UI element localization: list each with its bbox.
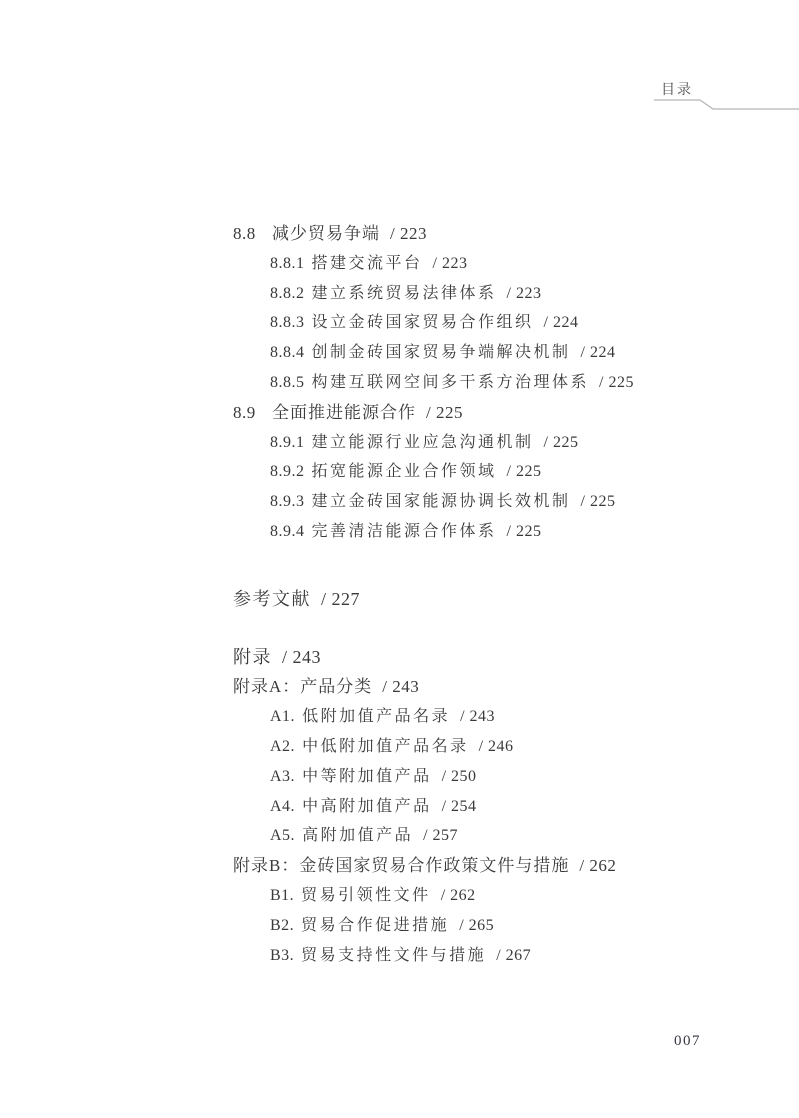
toc-entry-page: / 224 bbox=[543, 314, 579, 332]
toc-entry-label: 设立金砖国家贸易合作组织 bbox=[311, 314, 534, 332]
toc-entry bbox=[233, 398, 673, 428]
toc-entry-page: / 224 bbox=[580, 344, 616, 362]
toc-entry-page: / 262 bbox=[579, 856, 617, 876]
toc-entry-label: 搭建交流平台 bbox=[311, 254, 423, 272]
toc-entry bbox=[233, 881, 673, 911]
toc-entry-page: / 246 bbox=[478, 737, 514, 755]
toc-entry-label: 全面推进能源合作 bbox=[272, 402, 416, 422]
toc-entry-label: 拓宽能源企业合作领域 bbox=[311, 463, 497, 481]
toc-entry-appendix-b bbox=[233, 851, 673, 881]
toc-entry bbox=[233, 941, 673, 971]
toc-entry-label: 中低附加值产品名录 bbox=[302, 737, 469, 755]
toc-entry bbox=[233, 308, 673, 338]
toc-entry bbox=[233, 219, 673, 249]
toc-entry-label: 参考文献 bbox=[233, 588, 311, 609]
toc-entry-number: 8.8.1 bbox=[270, 254, 305, 272]
toc-entry-label: 高附加值产品 bbox=[302, 827, 414, 845]
toc-entry-page: / 254 bbox=[441, 797, 477, 815]
toc-entry-label: 附录 bbox=[233, 646, 272, 667]
toc-entry-page: / 225 bbox=[426, 402, 463, 422]
toc-entry-number: 8.9.3 bbox=[270, 493, 305, 511]
toc-entry-page: / 227 bbox=[321, 588, 361, 609]
toc-entry bbox=[233, 702, 673, 732]
toc-entry bbox=[233, 279, 673, 309]
toc-entry-label: 贸易支持性文件与措施 bbox=[301, 946, 487, 964]
toc-entry-page: / 243 bbox=[460, 708, 496, 726]
toc-entry-page: / 223 bbox=[390, 224, 427, 243]
toc-entry-number: A4. bbox=[270, 797, 296, 815]
toc-entry-number: 8.8.2 bbox=[270, 284, 305, 302]
toc-entry-label: 完善清洁能源合作体系 bbox=[311, 522, 497, 540]
toc-entry-number: 8.9.4 bbox=[270, 522, 305, 540]
toc-entry-references bbox=[233, 585, 673, 615]
toc-entry-number: A1. bbox=[270, 708, 296, 726]
toc-entry-page: / 262 bbox=[440, 886, 476, 904]
toc-entry-number: B1. bbox=[270, 886, 295, 904]
toc-entry-number: A3. bbox=[270, 767, 296, 785]
toc-entry-page: / 250 bbox=[441, 767, 477, 785]
toc-entry bbox=[233, 368, 673, 398]
toc-entry-page: / 243 bbox=[282, 646, 322, 667]
toc-entry-number: 8.8 bbox=[233, 224, 256, 243]
toc-entry-number: 8.8.4 bbox=[270, 344, 305, 362]
toc-entry-page: / 223 bbox=[506, 284, 542, 302]
toc-entry-number: B2. bbox=[270, 916, 295, 934]
toc-entry-label: 创制金砖国家贸易争端解决机制 bbox=[311, 344, 571, 362]
toc-entry bbox=[233, 732, 673, 762]
toc-entry bbox=[233, 428, 673, 458]
toc-entry-label: 中高附加值产品 bbox=[302, 797, 432, 815]
toc-entry bbox=[233, 249, 673, 279]
toc-entry-appendix bbox=[233, 643, 673, 673]
toc-entry-label: 建立系统贸易法律体系 bbox=[311, 284, 497, 302]
toc-entry bbox=[233, 517, 673, 547]
table-of-contents bbox=[233, 219, 673, 970]
toc-entry-page: / 265 bbox=[459, 916, 495, 934]
toc-entry-number: 8.9.1 bbox=[270, 433, 305, 451]
toc-entry-page: / 225 bbox=[506, 522, 542, 540]
toc-entry-number: 8.9.2 bbox=[270, 463, 305, 481]
toc-entry-label: 减少贸易争端 bbox=[272, 224, 380, 243]
toc-entry-label: 附录B：金砖国家贸易合作政策文件与措施 bbox=[233, 856, 570, 876]
toc-entry-page: / 223 bbox=[432, 254, 468, 272]
toc-entry-page: / 257 bbox=[423, 827, 459, 845]
toc-entry-label: 附录A：产品分类 bbox=[233, 677, 373, 697]
toc-entry bbox=[233, 762, 673, 792]
toc-entry bbox=[233, 792, 673, 822]
toc-entry-page: / 225 bbox=[580, 493, 616, 511]
toc-entry-number: 8.8.3 bbox=[270, 314, 305, 332]
toc-entry-label: 贸易引领性文件 bbox=[301, 886, 431, 904]
toc-entry-label: 低附加值产品名录 bbox=[302, 708, 451, 726]
toc-entry-page: / 225 bbox=[506, 463, 542, 481]
toc-entry-page: / 225 bbox=[543, 433, 579, 451]
toc-entry bbox=[233, 457, 673, 487]
toc-entry bbox=[233, 911, 673, 941]
toc-entry-label: 建立金砖国家能源协调长效机制 bbox=[311, 493, 571, 511]
toc-entry-number: B3. bbox=[270, 946, 295, 964]
page-number: 007 bbox=[674, 1033, 701, 1049]
toc-entry-page: / 267 bbox=[496, 946, 532, 964]
toc-entry-number: 8.9 bbox=[233, 402, 256, 422]
toc-entry-label: 中等附加值产品 bbox=[302, 767, 432, 785]
toc-entry-page: / 225 bbox=[599, 373, 634, 391]
toc-entry-label: 建立能源行业应急沟通机制 bbox=[311, 433, 534, 451]
toc-entry-number: A5. bbox=[270, 827, 296, 845]
toc-entry bbox=[233, 338, 673, 368]
toc-entry bbox=[233, 487, 673, 517]
header-rule-line bbox=[650, 95, 799, 115]
toc-entry-label: 贸易合作促进措施 bbox=[301, 916, 450, 934]
page-header-title: 目录 bbox=[661, 83, 693, 98]
toc-entry-label: 构建互联网空间多干系方治理体系 bbox=[311, 373, 590, 391]
toc-entry-page: / 243 bbox=[382, 677, 420, 697]
toc-entry-number: 8.8.5 bbox=[270, 373, 305, 391]
toc-entry bbox=[233, 821, 673, 851]
toc-entry-appendix-a bbox=[233, 672, 673, 702]
toc-entry-number: A2. bbox=[270, 737, 296, 755]
